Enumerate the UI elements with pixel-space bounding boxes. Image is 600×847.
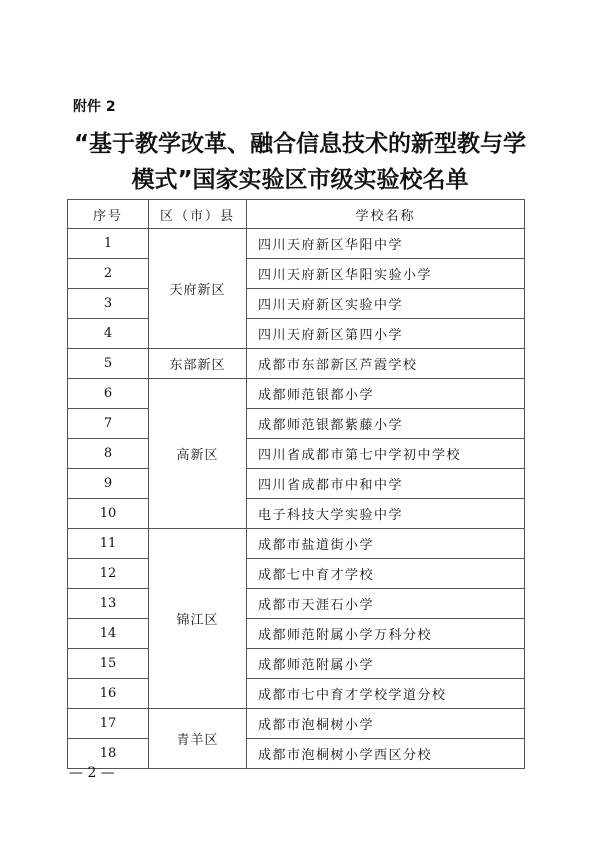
row-number: 7 xyxy=(68,409,149,439)
table-row xyxy=(68,619,525,649)
table-row xyxy=(68,739,525,769)
school-name: 成都师范附属小学万科分校 xyxy=(247,619,525,649)
row-number: 8 xyxy=(68,439,149,469)
table-row xyxy=(68,679,525,709)
school-name: 四川天府新区华阳实验小学 xyxy=(247,259,525,289)
table-row xyxy=(68,559,525,589)
header-serial-number: 序号 xyxy=(68,200,149,229)
row-number: 15 xyxy=(68,649,149,679)
school-name: 成都市盐道街小学 xyxy=(247,529,525,559)
school-name: 四川天府新区第四小学 xyxy=(247,319,525,349)
school-name: 成都七中育才学校 xyxy=(247,559,525,589)
school-name: 成都市七中育才学校学道分校 xyxy=(247,679,525,709)
table-row xyxy=(68,649,525,679)
table-row xyxy=(68,379,525,409)
table-row xyxy=(68,589,525,619)
school-name: 电子科技大学实验中学 xyxy=(247,499,525,529)
school-name: 成都师范附属小学 xyxy=(247,649,525,679)
school-name: 四川省成都市第七中学初中学校 xyxy=(247,439,525,469)
table-row xyxy=(68,709,525,739)
school-name: 成都市泡桐树小学西区分校 xyxy=(247,739,525,769)
table-row xyxy=(68,319,525,349)
row-number: 13 xyxy=(68,589,149,619)
row-number: 16 xyxy=(68,679,149,709)
table-header-row xyxy=(68,200,525,229)
table-row xyxy=(68,499,525,529)
row-number: 9 xyxy=(68,469,149,499)
row-number: 12 xyxy=(68,559,149,589)
school-name: 成都市泡桐树小学 xyxy=(247,709,525,739)
table-row xyxy=(68,349,525,379)
district-cell-dongbu: 东部新区 xyxy=(149,349,247,379)
document-title-line-2: 模式”国家实验区市级实验校名单 xyxy=(131,167,469,193)
row-number: 4 xyxy=(68,319,149,349)
school-name: 四川省成都市中和中学 xyxy=(247,469,525,499)
school-name: 成都市天涯石小学 xyxy=(247,589,525,619)
header-school-name: 学校名称 xyxy=(247,200,525,229)
attachment-label: 附件 2 xyxy=(73,99,116,115)
row-number: 1 xyxy=(68,229,149,259)
district-cell-tianfu: 天府新区 xyxy=(149,229,247,349)
table-row xyxy=(68,529,525,559)
header-district: 区（市）县 xyxy=(149,200,247,229)
row-number: 6 xyxy=(68,379,149,409)
page-number: — 2 — xyxy=(69,765,115,781)
row-number: 3 xyxy=(68,289,149,319)
row-number: 14 xyxy=(68,619,149,649)
row-number: 18 xyxy=(68,739,149,769)
school-name: 成都师范银都小学 xyxy=(247,379,525,409)
school-name: 成都市东部新区芦霞学校 xyxy=(247,349,525,379)
district-cell-gaoxin: 高新区 xyxy=(149,379,247,529)
table-row xyxy=(68,229,525,259)
table-row xyxy=(68,289,525,319)
school-name: 四川天府新区实验中学 xyxy=(247,289,525,319)
row-number: 10 xyxy=(68,499,149,529)
school-name: 成都师范银都紫藤小学 xyxy=(247,409,525,439)
document-title-line-1: “基于教学改革、融合信息技术的新型教与学 xyxy=(73,131,527,157)
row-number: 2 xyxy=(68,259,149,289)
school-list-table xyxy=(67,199,525,769)
district-cell-jinjiang: 锦江区 xyxy=(149,529,247,709)
row-number: 5 xyxy=(68,349,149,379)
table-row xyxy=(68,439,525,469)
district-cell-qingyang: 青羊区 xyxy=(149,709,247,769)
table-row xyxy=(68,259,525,289)
school-name: 四川天府新区华阳中学 xyxy=(247,229,525,259)
table-row xyxy=(68,409,525,439)
row-number: 11 xyxy=(68,529,149,559)
table-row xyxy=(68,469,525,499)
row-number: 17 xyxy=(68,709,149,739)
